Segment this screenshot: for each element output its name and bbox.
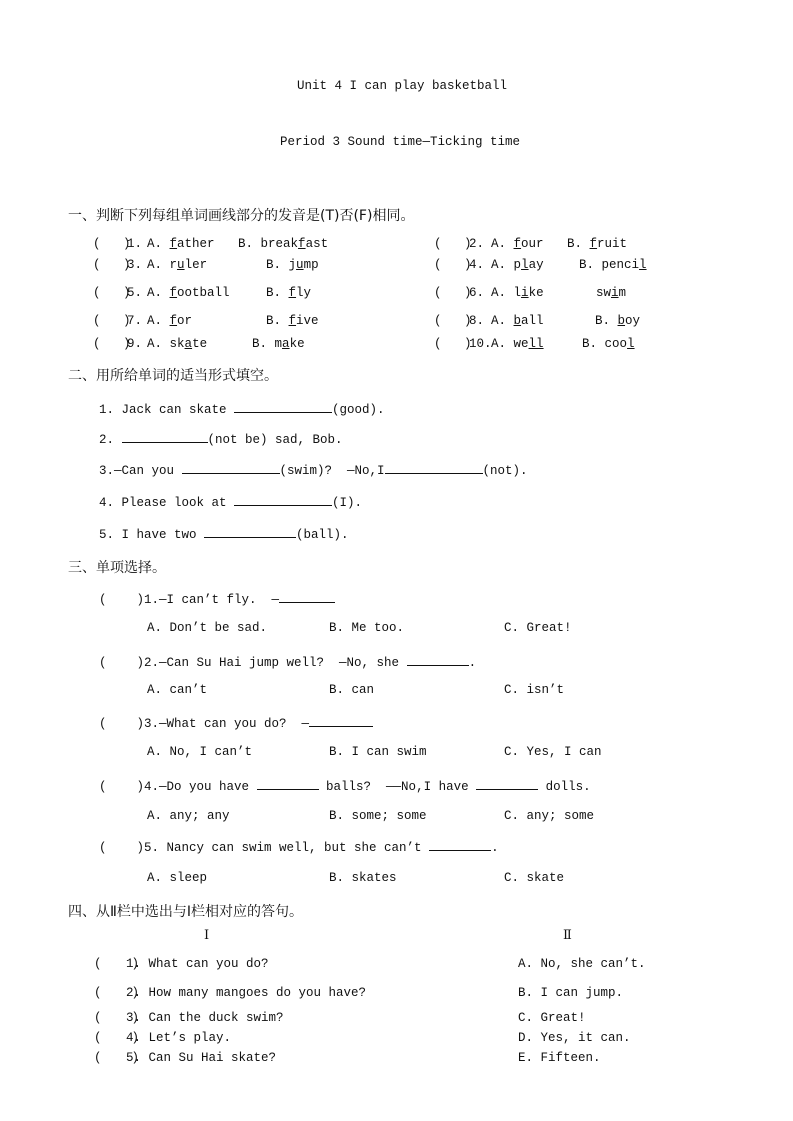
underlined-sound: f — [288, 286, 297, 300]
word-part: mp — [303, 258, 319, 272]
underlined-sound: f — [169, 286, 178, 300]
fill-item-5 — [99, 525, 349, 543]
word-part: ather — [177, 237, 215, 251]
word-part: sk — [169, 337, 185, 351]
word-a — [491, 313, 544, 329]
answer-paren[interactable]: ( ) — [99, 656, 145, 670]
word-part: ootball — [177, 286, 230, 300]
mc-option: C. Great! — [504, 621, 572, 635]
mc-option: A. sleep — [147, 871, 208, 885]
section-2-heading: 二、用所给单词的适当形式填空。 — [68, 368, 278, 384]
option-label: A. — [491, 237, 507, 251]
answer-paren[interactable]: ( ) — [94, 957, 140, 971]
option-label: B. — [266, 286, 282, 300]
section-1-heading: 一、判断下列每组单词画线部分的发音是(T)否(F)相同。 — [68, 208, 415, 224]
item-number: 4. — [469, 258, 485, 272]
word-b — [567, 236, 627, 252]
mc-question-4-end: dolls. — [538, 780, 591, 794]
mc-option: A. Don’t be sad. — [147, 621, 268, 635]
mc-option: A. any; any — [147, 809, 230, 823]
word-part: r — [169, 258, 178, 272]
word-part: ler — [184, 258, 208, 272]
option-label: B. — [582, 337, 598, 351]
word-part: ke — [289, 337, 305, 351]
underlined-sound: u — [177, 258, 185, 272]
underlined-sound: l — [521, 258, 529, 272]
answer-blank[interactable] — [385, 461, 483, 474]
option-label: B. — [595, 314, 611, 328]
mc-option: C. skate — [504, 871, 565, 885]
word-b — [266, 313, 319, 329]
answer-blank — [407, 653, 469, 666]
word-part: p — [513, 258, 522, 272]
word-a — [491, 285, 544, 301]
word-part: break — [260, 237, 299, 251]
word-part: we — [513, 337, 529, 351]
underlined-sound: a — [184, 337, 193, 351]
mc-option: C. any; some — [504, 809, 595, 823]
answer-paren[interactable]: ( ) — [434, 237, 472, 251]
option-label: B. — [567, 237, 583, 251]
word-b — [266, 257, 319, 273]
mc-question-3-text: 3.—What can you do? — — [144, 717, 310, 731]
answer-blank — [309, 714, 373, 727]
matching-answer: D. Yes, it can. — [518, 1031, 631, 1045]
mc-question-5 — [99, 838, 499, 856]
word-b — [266, 285, 311, 301]
word-part: ly — [296, 286, 312, 300]
word-part: our — [521, 237, 544, 251]
matching-answer: B. I can jump. — [518, 986, 624, 1000]
mc-option: A. No, I can’t — [147, 745, 253, 759]
word-b — [252, 336, 305, 352]
answer-paren[interactable]: ( ) — [434, 286, 472, 300]
answer-paren[interactable]: ( ) — [434, 258, 472, 272]
word-a — [147, 236, 215, 252]
answer-paren[interactable]: ( ) — [434, 337, 472, 351]
mc-option: A. can’t — [147, 683, 208, 697]
fill-item-3 — [99, 461, 528, 479]
matching-question: 4. Let’s play. — [126, 1031, 232, 1045]
answer-paren[interactable]: ( ) — [93, 286, 131, 300]
underlined-sound: l — [639, 258, 647, 272]
fill-item-1-hint: (good). — [332, 403, 385, 417]
answer-blank[interactable] — [122, 430, 208, 443]
word-b — [579, 257, 647, 273]
answer-paren[interactable]: ( ) — [93, 337, 131, 351]
mc-question-4-mid: balls? ——No,I have — [318, 780, 477, 794]
mc-question-1-text: 1.—I can’t fly. — — [144, 593, 280, 607]
answer-paren[interactable]: ( ) — [99, 593, 145, 607]
item-number: 7. — [127, 314, 143, 328]
word-a — [491, 257, 544, 273]
item-number: 1. — [127, 237, 143, 251]
matching-answer: C. Great! — [518, 1011, 586, 1025]
option-label: A. — [491, 258, 507, 272]
mc-question-1 — [99, 590, 335, 608]
fill-item-1-text: 1. Jack can skate — [99, 403, 235, 417]
mc-option: B. some; some — [329, 809, 427, 823]
item-number: 9. — [127, 337, 143, 351]
item-number: 3. — [127, 258, 143, 272]
mc-option: B. I can swim — [329, 745, 427, 759]
fill-item-4-hint: (I). — [332, 496, 363, 510]
option-label: B. — [238, 237, 254, 251]
word-a — [147, 257, 207, 273]
option-label: A. — [491, 286, 507, 300]
answer-paren[interactable]: ( ) — [93, 258, 131, 272]
underlined-sound: f — [589, 237, 598, 251]
answer-paren[interactable]: ( ) — [94, 986, 140, 1000]
fill-item-4-text: 4. Please look at — [99, 496, 235, 510]
underlined-sound: f — [298, 237, 306, 251]
word-part: ast — [305, 237, 329, 251]
word-part: te — [192, 337, 208, 351]
answer-paren[interactable]: ( ) — [99, 780, 145, 794]
underlined-sound: f — [169, 314, 178, 328]
underlined-sound: f — [288, 314, 297, 328]
fill-item-1 — [99, 400, 385, 418]
answer-paren[interactable]: ( ) — [94, 1051, 140, 1065]
option-label: A. — [147, 258, 163, 272]
underlined-sound: i — [611, 286, 619, 300]
option-label: B. — [252, 337, 268, 351]
column-2-label: Ⅱ — [563, 928, 572, 943]
fill-item-2-hint: (not be) sad, Bob. — [207, 433, 343, 447]
answer-blank[interactable] — [234, 493, 332, 506]
section-3-heading: 三、单项选择。 — [68, 560, 166, 576]
underlined-sound: f — [169, 237, 178, 251]
word-b — [596, 285, 626, 301]
word-part: or — [177, 314, 193, 328]
answer-paren[interactable]: ( ) — [434, 314, 472, 328]
word-part: sw — [596, 286, 612, 300]
item-number: 6. — [469, 286, 485, 300]
mc-question-2-end: . — [468, 656, 477, 670]
answer-blank[interactable] — [182, 461, 280, 474]
word-part: l — [513, 286, 522, 300]
answer-blank[interactable] — [204, 525, 296, 538]
word-part: coo — [604, 337, 628, 351]
mc-question-3 — [99, 714, 373, 732]
mc-option: B. can — [329, 683, 375, 697]
word-b — [595, 313, 640, 329]
answer-paren[interactable]: ( ) — [99, 717, 145, 731]
matching-question: 2. How many mangoes do you have? — [126, 986, 367, 1000]
answer-blank — [257, 777, 319, 790]
answer-paren[interactable]: ( ) — [99, 841, 145, 855]
page-subtitle: Period 3 Sound time—Ticking time — [280, 135, 521, 149]
fill-item-3-mid: (swim)? —No,I — [279, 464, 385, 478]
option-label: B. — [266, 314, 282, 328]
fill-item-3-hint: (not). — [482, 464, 528, 478]
mc-option: B. Me too. — [329, 621, 405, 635]
word-part: ruit — [597, 237, 628, 251]
option-label: A. — [147, 314, 163, 328]
matching-question: 1. What can you do? — [126, 957, 269, 971]
mc-question-5-text: 5. Nancy can swim well, but she can’t — [144, 841, 430, 855]
mc-question-5-end: . — [491, 841, 499, 855]
underlined-sound: u — [296, 258, 304, 272]
matching-answer: A. No, she can’t. — [518, 957, 646, 971]
column-1-label: I — [204, 928, 210, 943]
item-number: 2. — [469, 237, 485, 251]
fill-item-2-text: 2. — [99, 433, 122, 447]
section-4-heading: 四、从Ⅱ栏中选出与Ⅰ栏相对应的答句。 — [68, 904, 304, 920]
fill-item-2 — [99, 430, 343, 448]
word-a — [491, 336, 544, 352]
word-part: all — [521, 314, 544, 328]
answer-paren[interactable]: ( ) — [93, 237, 131, 251]
matching-question: 3. Can the duck swim? — [126, 1011, 284, 1025]
option-label: A. — [147, 237, 163, 251]
option-label: A. — [147, 337, 163, 351]
fill-item-3-text: 3.—Can you — [99, 464, 182, 478]
option-label: A. — [491, 337, 507, 351]
underlined-sound: l — [627, 337, 635, 351]
fill-item-5-text: 5. I have two — [99, 528, 205, 542]
answer-blank — [279, 590, 335, 603]
item-number: 5. — [127, 286, 143, 300]
underlined-sound: a — [282, 337, 290, 351]
matching-answer: E. Fifteen. — [518, 1051, 601, 1065]
word-a — [491, 236, 544, 252]
word-part: j — [288, 258, 297, 272]
word-b — [582, 336, 635, 352]
underlined-sound: b — [513, 314, 522, 328]
answer-blank[interactable] — [234, 400, 332, 413]
answer-paren[interactable]: ( ) — [94, 1031, 140, 1045]
mc-option: B. skates — [329, 871, 397, 885]
item-number: 10. — [469, 337, 492, 351]
word-part: ive — [296, 314, 319, 328]
word-part: oy — [625, 314, 641, 328]
word-b — [238, 236, 328, 252]
word-part: m — [274, 337, 283, 351]
mc-question-4 — [99, 777, 591, 795]
fill-item-4 — [99, 493, 362, 511]
underlined-sound: f — [513, 237, 522, 251]
mc-question-4-text: 4.—Do you have — [144, 780, 257, 794]
option-label: B. — [579, 258, 595, 272]
item-number: 8. — [469, 314, 485, 328]
word-a — [147, 285, 230, 301]
underlined-sound: ll — [528, 337, 544, 351]
underlined-sound: b — [617, 314, 626, 328]
fill-item-5-hint: (ball). — [296, 528, 349, 542]
answer-blank — [476, 777, 538, 790]
answer-paren[interactable]: ( ) — [93, 314, 131, 328]
option-label: B. — [266, 258, 282, 272]
mc-option: C. Yes, I can — [504, 745, 602, 759]
word-a — [147, 336, 207, 352]
option-label: A. — [491, 314, 507, 328]
mc-question-2 — [99, 653, 476, 671]
matching-question: 5. Can Su Hai skate? — [126, 1051, 277, 1065]
underlined-sound: i — [521, 286, 529, 300]
word-part: m — [618, 286, 627, 300]
word-part: ke — [528, 286, 544, 300]
answer-blank — [429, 838, 491, 851]
word-a — [147, 313, 192, 329]
option-label: A. — [147, 286, 163, 300]
mc-question-2-text: 2.—Can Su Hai jump well? —No, she — [144, 656, 407, 670]
mc-option: C. isn’t — [504, 683, 565, 697]
page-title: Unit 4 I can play basketball — [297, 79, 508, 93]
answer-paren[interactable]: ( ) — [94, 1011, 140, 1025]
word-part: penci — [601, 258, 640, 272]
word-part: ay — [528, 258, 544, 272]
